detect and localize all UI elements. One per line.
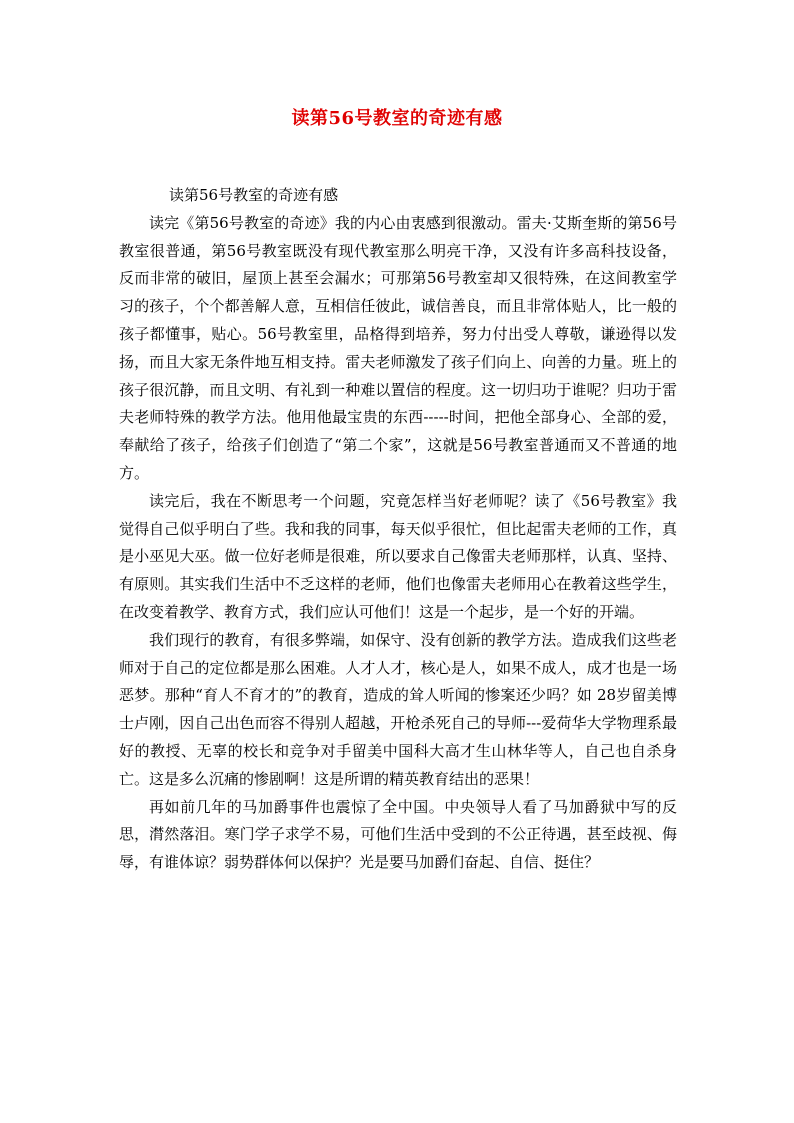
paragraph-3: 我们现行的教育，有很多弊端，如保守、没有创新的教学方法。造成我们这些老师对于自己的定位都是那么困难。人才人才，核心是人，如果不成人，成才也是一场恶梦。那种“育人不育才的”的教育，造成的耸人听闻的惨案还少吗？如 28岁留美博士卢刚，因自己出色而容不得别人超越，开枪杀死自己的导师---爱荷华大学物理系最好的教授、无辜的校长和竞争对手留美中国科大高才生山林华等人，自己也自杀身亡。这是多么沉痛的惨剧啊！这是所谓的精英教育结出的恶果！ [119,630,677,788]
paragraph-1: 读完《第56号教室的奇迹》我的内心由衷感到很激动。雷夫·艾斯奎斯的第56号教室很普通，第56号教室既没有现代教室那么明亮干净，又没有许多高科技设备，反而非常的破旧，屋顶上甚至会漏水；可那第56号教室却又很特殊，在这间教室学习的孩子，个个都善解人意，互相信任彼此，诚信善良，而且非常体贴人，比一般的孩子都懂事，贴心。56号教室里，品格得到培养，努力付出受人尊敬，谦逊得以发扬，而且大家无条件地互相支持。雷夫老师激发了孩子们向上、向善的力量。班上的孩子很沉静，而且文明、有礼到一种难以置信的程度。这一切归功于谁呢？归功于雷夫老师特殊的教学方法。他用他最宝贵的东西-----时间，把他全部身心、全部的爱，奉献给了孩子，给孩子们创造了“第二个家”，这就是56号教室普通而又不普通的地方。 [119,213,677,482]
document-title: 读第56号教室的奇迹有感 [291,108,503,129]
document-body [119,182,677,877]
document-subtitle: 读第56号教室的奇迹有感 [169,186,339,204]
paragraph-2: 读完后，我在不断思考一个问题，究竟怎样当好老师呢？读了《56号教室》我觉得自己似乎明白了些。我和我的同事，每天似乎很忙，但比起雷夫老师的工作，真是小巫见大巫。做一位好老师是很难，所以要求自己像雷夫老师那样，认真、坚持、有原则。其实我们生活中不乏这样的老师，他们也像雷夫老师用心在教着这些学生，在改变着教学、教育方式，我们应认可他们！这是一个起步，是一个好的开端。 [119,491,677,621]
paragraph-4: 再如前几年的马加爵事件也震惊了全中国。中央领导人看了马加爵狱中写的反思，潸然落泪。寒门学子求学不易，可他们生活中受到的不公正待遇，甚至歧视、侮辱，有谁体谅？弱势群体何以保护？光是要马加爵们奋起、自信、挺住？ [119,797,677,872]
